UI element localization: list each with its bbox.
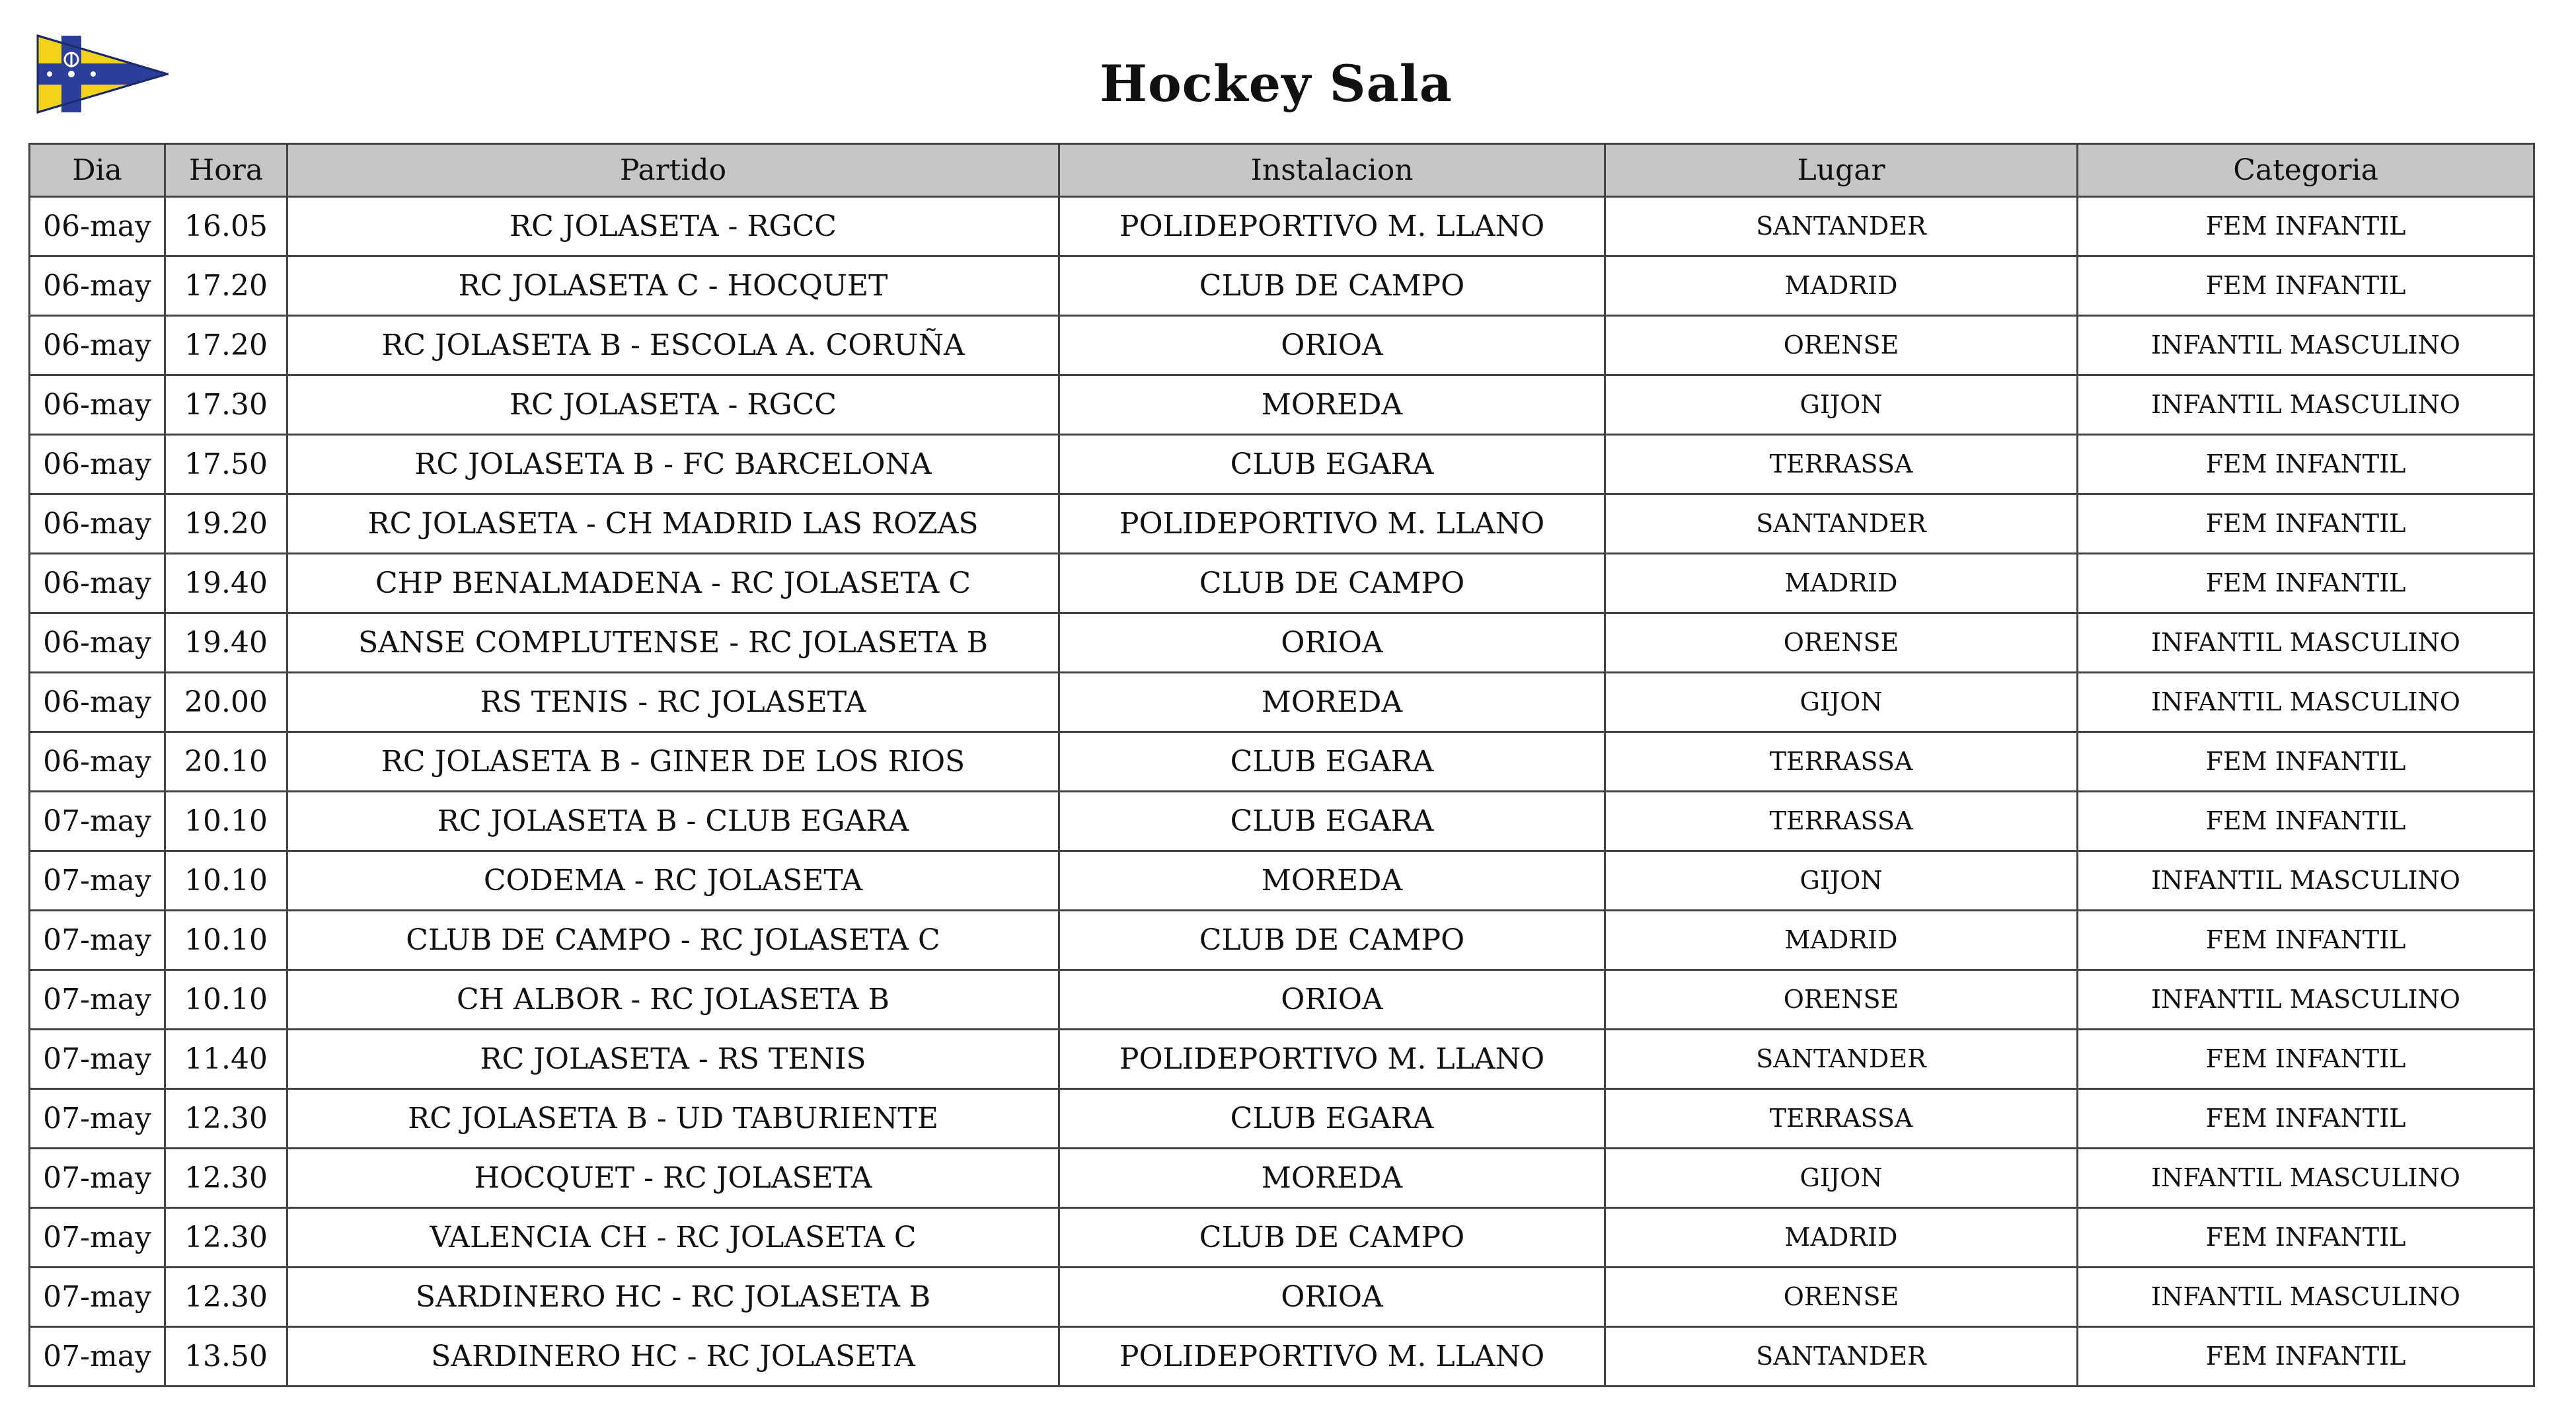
table-row (30, 554, 2534, 613)
cell-instalacion: MOREDA (1059, 375, 1605, 435)
cell-lugar: TERRASSA (1605, 732, 2078, 792)
cell-partido: VALENCIA CH - RC JOLASETA C (287, 1208, 1059, 1268)
table-row (30, 1149, 2534, 1208)
cell-categoria: FEM INFANTIL (2078, 197, 2534, 256)
cell-lugar: MADRID (1605, 554, 2078, 613)
cell-instalacion: ORIOA (1059, 613, 1605, 673)
table-row (30, 256, 2534, 316)
cell-categoria: INFANTIL MASCULINO (2078, 673, 2534, 732)
cell-hora: 17.30 (165, 375, 287, 435)
cell-partido: RC JOLASETA - RGCC (287, 197, 1059, 256)
column-header-lugar: Lugar (1605, 144, 2078, 197)
cell-instalacion: CLUB DE CAMPO (1059, 911, 1605, 970)
cell-categoria: FEM INFANTIL (2078, 1327, 2534, 1387)
cell-hora: 19.40 (165, 613, 287, 673)
cell-dia: 06-may (30, 435, 165, 494)
cell-partido: SARDINERO HC - RC JOLASETA B (287, 1268, 1059, 1327)
table-row (30, 613, 2534, 673)
cell-categoria: FEM INFANTIL (2078, 435, 2534, 494)
table-row (30, 316, 2534, 375)
cell-hora: 16.05 (165, 197, 287, 256)
cell-dia: 06-may (30, 494, 165, 554)
cell-partido: RC JOLASETA B - UD TABURIENTE (287, 1089, 1059, 1149)
cell-partido: RC JOLASETA - RGCC (287, 375, 1059, 435)
cell-dia: 06-may (30, 256, 165, 316)
cell-categoria: FEM INFANTIL (2078, 554, 2534, 613)
cell-dia: 07-may (30, 1149, 165, 1208)
cell-dia: 07-may (30, 1208, 165, 1268)
cell-dia: 06-may (30, 316, 165, 375)
column-header-partido: Partido (287, 144, 1059, 197)
table-row (30, 673, 2534, 732)
cell-categoria: INFANTIL MASCULINO (2078, 613, 2534, 673)
cell-instalacion: MOREDA (1059, 851, 1605, 911)
cell-hora: 12.30 (165, 1268, 287, 1327)
cell-instalacion: CLUB EGARA (1059, 732, 1605, 792)
cell-categoria: FEM INFANTIL (2078, 911, 2534, 970)
table-header-row (30, 144, 2534, 197)
column-header-instalacion: Instalacion (1059, 144, 1605, 197)
cell-instalacion: CLUB EGARA (1059, 435, 1605, 494)
cell-partido: CODEMA - RC JOLASETA (287, 851, 1059, 911)
table-row (30, 851, 2534, 911)
cell-dia: 07-may (30, 1327, 165, 1387)
cell-hora: 12.30 (165, 1149, 287, 1208)
cell-categoria: FEM INFANTIL (2078, 1208, 2534, 1268)
cell-instalacion: CLUB EGARA (1059, 792, 1605, 851)
cell-instalacion: CLUB DE CAMPO (1059, 554, 1605, 613)
cell-lugar: MADRID (1605, 911, 2078, 970)
column-header-hora: Hora (165, 144, 287, 197)
cell-hora: 19.20 (165, 494, 287, 554)
cell-instalacion: CLUB DE CAMPO (1059, 1208, 1605, 1268)
cell-hora: 12.30 (165, 1208, 287, 1268)
cell-instalacion: MOREDA (1059, 1149, 1605, 1208)
cell-categoria: INFANTIL MASCULINO (2078, 1268, 2534, 1327)
cell-lugar: GIJON (1605, 673, 2078, 732)
page-title: Hockey Sala (1100, 54, 1453, 113)
cell-partido: RC JOLASETA - CH MADRID LAS ROZAS (287, 494, 1059, 554)
cell-hora: 17.20 (165, 316, 287, 375)
table-row (30, 1030, 2534, 1089)
table-row (30, 792, 2534, 851)
cell-categoria: INFANTIL MASCULINO (2078, 316, 2534, 375)
table-row (30, 494, 2534, 554)
column-header-dia: Dia (30, 144, 165, 197)
cell-partido: HOCQUET - RC JOLASETA (287, 1149, 1059, 1208)
cell-instalacion: POLIDEPORTIVO M. LLANO (1059, 1327, 1605, 1387)
cell-instalacion: POLIDEPORTIVO M. LLANO (1059, 494, 1605, 554)
cell-instalacion: POLIDEPORTIVO M. LLANO (1059, 197, 1605, 256)
cell-dia: 06-may (30, 673, 165, 732)
match-schedule-table (28, 143, 2535, 1387)
cell-partido: RC JOLASETA B - CLUB EGARA (287, 792, 1059, 851)
cell-lugar: SANTANDER (1605, 494, 2078, 554)
cell-partido: RC JOLASETA C - HOCQUET (287, 256, 1059, 316)
table-row (30, 197, 2534, 256)
cell-hora: 11.40 (165, 1030, 287, 1089)
cell-lugar: ORENSE (1605, 316, 2078, 375)
cell-partido: CLUB DE CAMPO - RC JOLASETA C (287, 911, 1059, 970)
cell-dia: 07-may (30, 970, 165, 1030)
cell-partido: RC JOLASETA B - GINER DE LOS RIOS (287, 732, 1059, 792)
cell-hora: 17.20 (165, 256, 287, 316)
table-row (30, 1089, 2534, 1149)
cell-partido: SANSE COMPLUTENSE - RC JOLASETA B (287, 613, 1059, 673)
cell-dia: 06-may (30, 197, 165, 256)
cell-hora: 20.10 (165, 732, 287, 792)
cell-instalacion: POLIDEPORTIVO M. LLANO (1059, 1030, 1605, 1089)
cell-partido: CHP BENALMADENA - RC JOLASETA C (287, 554, 1059, 613)
cell-instalacion: CLUB DE CAMPO (1059, 256, 1605, 316)
cell-partido: RC JOLASETA - RS TENIS (287, 1030, 1059, 1089)
cell-dia: 07-may (30, 1268, 165, 1327)
cell-categoria: INFANTIL MASCULINO (2078, 375, 2534, 435)
cell-lugar: MADRID (1605, 1208, 2078, 1268)
cell-categoria: FEM INFANTIL (2078, 792, 2534, 851)
cell-lugar: GIJON (1605, 375, 2078, 435)
table-row (30, 911, 2534, 970)
cell-categoria: INFANTIL MASCULINO (2078, 851, 2534, 911)
cell-dia: 06-may (30, 375, 165, 435)
table-row (30, 1208, 2534, 1268)
cell-instalacion: ORIOA (1059, 316, 1605, 375)
cell-partido: CH ALBOR - RC JOLASETA B (287, 970, 1059, 1030)
cell-partido: RC JOLASETA B - FC BARCELONA (287, 435, 1059, 494)
cell-lugar: TERRASSA (1605, 792, 2078, 851)
cell-dia: 07-may (30, 1030, 165, 1089)
cell-lugar: SANTANDER (1605, 197, 2078, 256)
cell-lugar: MADRID (1605, 256, 2078, 316)
cell-dia: 06-may (30, 554, 165, 613)
cell-categoria: INFANTIL MASCULINO (2078, 970, 2534, 1030)
cell-dia: 06-may (30, 613, 165, 673)
cell-lugar: SANTANDER (1605, 1327, 2078, 1387)
cell-hora: 13.50 (165, 1327, 287, 1387)
table-row (30, 1268, 2534, 1327)
cell-hora: 17.50 (165, 435, 287, 494)
cell-categoria: FEM INFANTIL (2078, 256, 2534, 316)
cell-dia: 07-may (30, 851, 165, 911)
cell-hora: 10.10 (165, 970, 287, 1030)
cell-lugar: SANTANDER (1605, 1030, 2078, 1089)
cell-categoria: FEM INFANTIL (2078, 1030, 2534, 1089)
cell-dia: 07-may (30, 1089, 165, 1149)
cell-dia: 07-may (30, 792, 165, 851)
cell-categoria: FEM INFANTIL (2078, 1089, 2534, 1149)
table-row (30, 435, 2534, 494)
cell-lugar: ORENSE (1605, 1268, 2078, 1327)
table-row (30, 732, 2534, 792)
cell-instalacion: MOREDA (1059, 673, 1605, 732)
cell-dia: 06-may (30, 732, 165, 792)
cell-hora: 19.40 (165, 554, 287, 613)
column-header-categoria: Categoria (2078, 144, 2534, 197)
table-row (30, 970, 2534, 1030)
cell-partido: RC JOLASETA B - ESCOLA A. CORUÑA (287, 316, 1059, 375)
cell-lugar: ORENSE (1605, 613, 2078, 673)
table-row (30, 375, 2534, 435)
cell-lugar: TERRASSA (1605, 435, 2078, 494)
cell-partido: SARDINERO HC - RC JOLASETA (287, 1327, 1059, 1387)
cell-lugar: TERRASSA (1605, 1089, 2078, 1149)
cell-categoria: FEM INFANTIL (2078, 494, 2534, 554)
cell-hora: 10.10 (165, 851, 287, 911)
cell-dia: 07-may (30, 911, 165, 970)
cell-instalacion: CLUB EGARA (1059, 1089, 1605, 1149)
cell-instalacion: ORIOA (1059, 1268, 1605, 1327)
cell-hora: 10.10 (165, 792, 287, 851)
cell-partido: RS TENIS - RC JOLASETA (287, 673, 1059, 732)
cell-hora: 12.30 (165, 1089, 287, 1149)
cell-lugar: GIJON (1605, 1149, 2078, 1208)
cell-categoria: FEM INFANTIL (2078, 732, 2534, 792)
table-row (30, 1327, 2534, 1387)
cell-lugar: GIJON (1605, 851, 2078, 911)
cell-categoria: INFANTIL MASCULINO (2078, 1149, 2534, 1208)
cell-instalacion: ORIOA (1059, 970, 1605, 1030)
cell-hora: 10.10 (165, 911, 287, 970)
cell-lugar: ORENSE (1605, 970, 2078, 1030)
cell-hora: 20.00 (165, 673, 287, 732)
